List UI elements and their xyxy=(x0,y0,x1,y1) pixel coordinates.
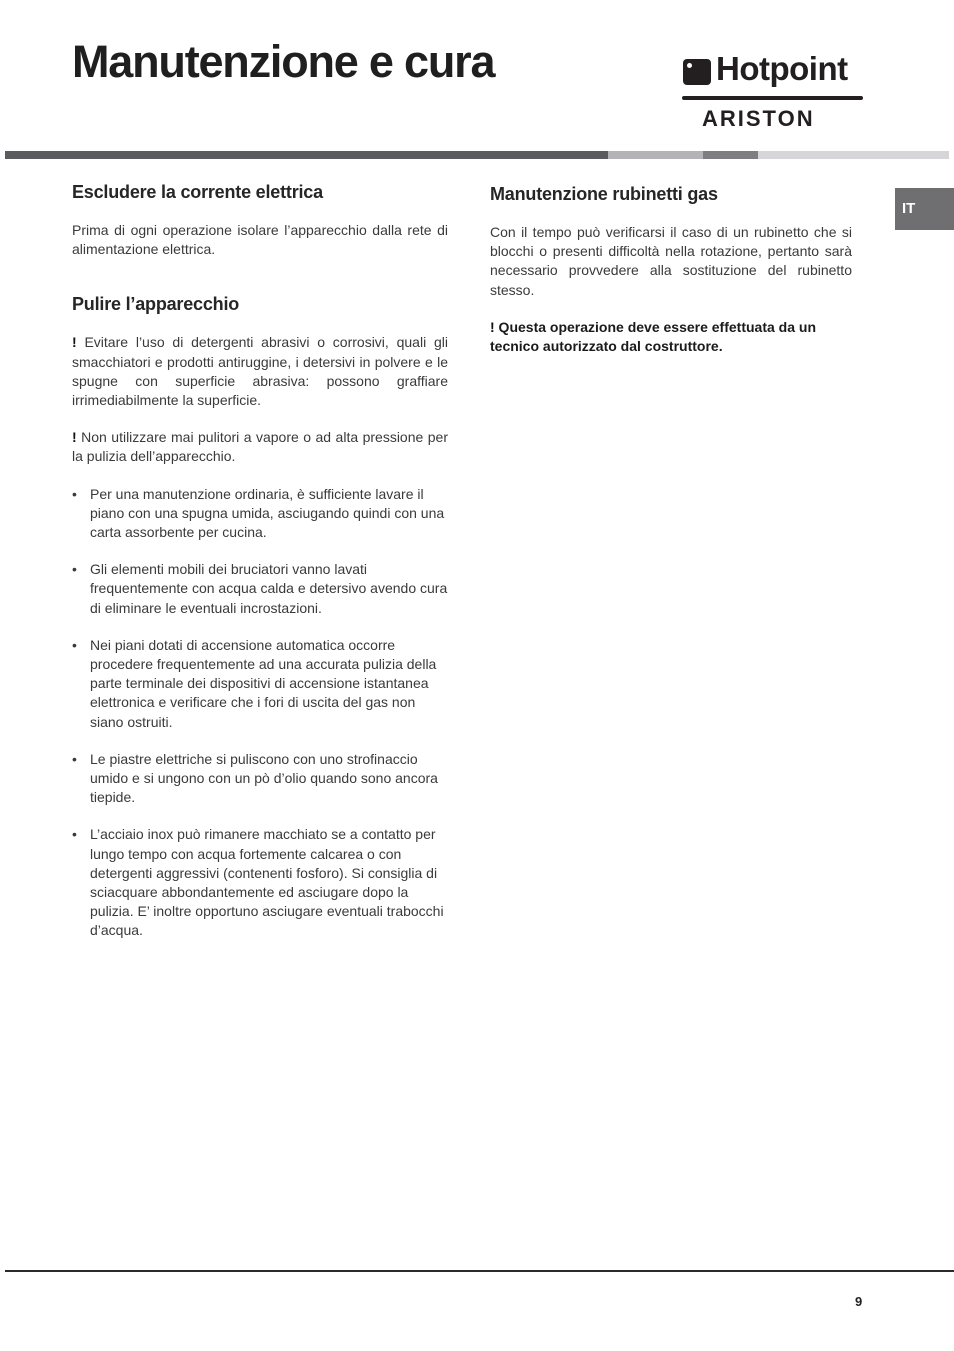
list-item-text: Nei piani dotati di accensione automatica occorre procedere frequentemente ad una accurata pulizia della parte terminale dei dispositivi di accensione istantanea elettronica e verificare che i fori di uscita del gas non siano ostruiti. xyxy=(90,636,437,730)
bullet-icon: • xyxy=(72,485,77,502)
warning-1-text: Evitare l’uso di detergenti abrasivi o corrosivi, quali gli smacchiatori e prodotti antiruggine, i detersivi in polvere e le spugne con superficie abrasiva: possono graffiare irrimediabilmente la superficie. xyxy=(72,334,448,409)
list-item xyxy=(72,825,448,940)
warning-mark-icon: ! xyxy=(490,318,495,335)
list-item xyxy=(72,485,448,543)
section-heading-power: Escludere la corrente elettrica xyxy=(72,182,323,202)
section-heading-cleaning: Pulire l’apparecchio xyxy=(72,294,240,315)
logo-brand-hotpoint: Hotpoint xyxy=(716,50,848,87)
list-item xyxy=(72,750,448,808)
gas-taps-warning-text: Questa operazione deve essere effettuata da un tecnico autorizzato dal costruttore. xyxy=(490,318,817,355)
power-paragraph: Prima di ogni operazione isolare l’apparecchio dalla rete di alimentazione elettrica. xyxy=(72,222,448,258)
footer-rule xyxy=(5,1270,954,1272)
cleaning-warning-2 xyxy=(72,428,448,466)
cleaning-bullet-list xyxy=(72,485,448,941)
logo-rule xyxy=(682,96,863,100)
bullet-icon: • xyxy=(72,750,77,767)
bullet-icon: • xyxy=(72,826,77,843)
page-number: 9 xyxy=(855,1294,863,1309)
header-bar-pale xyxy=(758,151,949,159)
right-column xyxy=(490,182,852,356)
gas-taps-warning xyxy=(490,318,852,356)
logo-mark-icon xyxy=(683,59,711,85)
header-bar-light xyxy=(608,151,703,159)
list-item xyxy=(72,560,448,618)
list-item-text: L’acciaio inox può rimanere macchiato se a contatto per lungo tempo con acqua fortemente calcarea o con detergenti aggressivi (contenenti fosforo). Si consiglia di sciacquare abbondantemente ed asciugare dopo la pulizia. E’ inoltre opportuno asciugare eventuali trabocchi d’acqua. xyxy=(90,826,444,939)
list-item-text: Le piastre elettriche si puliscono con uno strofinaccio umido e si ungono con un pò d’olio quando sono ancora tiepide. xyxy=(90,750,438,806)
header-bar-dark xyxy=(5,151,608,159)
header-bar-mid xyxy=(703,151,758,159)
list-item-text: Per una manutenzione ordinaria, è sufficiente lavare il piano con una spugna umida, asciugando quindi con una carta assorbente per cucina. xyxy=(90,485,445,541)
list-item-text: Gli elementi mobili dei bruciatori vanno lavati frequentemente con acqua calda e detersivo avendo cura di eliminare le eventuali incrostazioni. xyxy=(90,561,448,616)
section-heading-gas-taps: Manutenzione rubinetti gas xyxy=(490,184,718,204)
bullet-icon: • xyxy=(72,561,77,578)
left-column xyxy=(72,180,448,941)
bullet-icon: • xyxy=(72,636,77,653)
cleaning-warning-1 xyxy=(72,333,448,410)
warning-2-text: Non utilizzare mai pulitori a vapore o ad alta pressione per la pulizia dell’apparecchio. xyxy=(72,429,448,465)
list-item xyxy=(72,636,448,732)
hotpoint-ariston-logo xyxy=(682,50,864,131)
language-tab: IT xyxy=(895,188,954,230)
page-title: Manutenzione e cura xyxy=(72,36,495,87)
logo-brand-ariston: ARISTON xyxy=(702,106,815,131)
warning-mark-icon: ! xyxy=(72,334,77,351)
gas-taps-paragraph: Con il tempo può verificarsi il caso di un rubinetto che si blocchi o presenti difficoltà nella rotazione, pertanto sarà necessario provvedere alla sostituzione del rubinetto stesso. xyxy=(490,224,852,298)
warning-mark-icon: ! xyxy=(72,429,77,446)
